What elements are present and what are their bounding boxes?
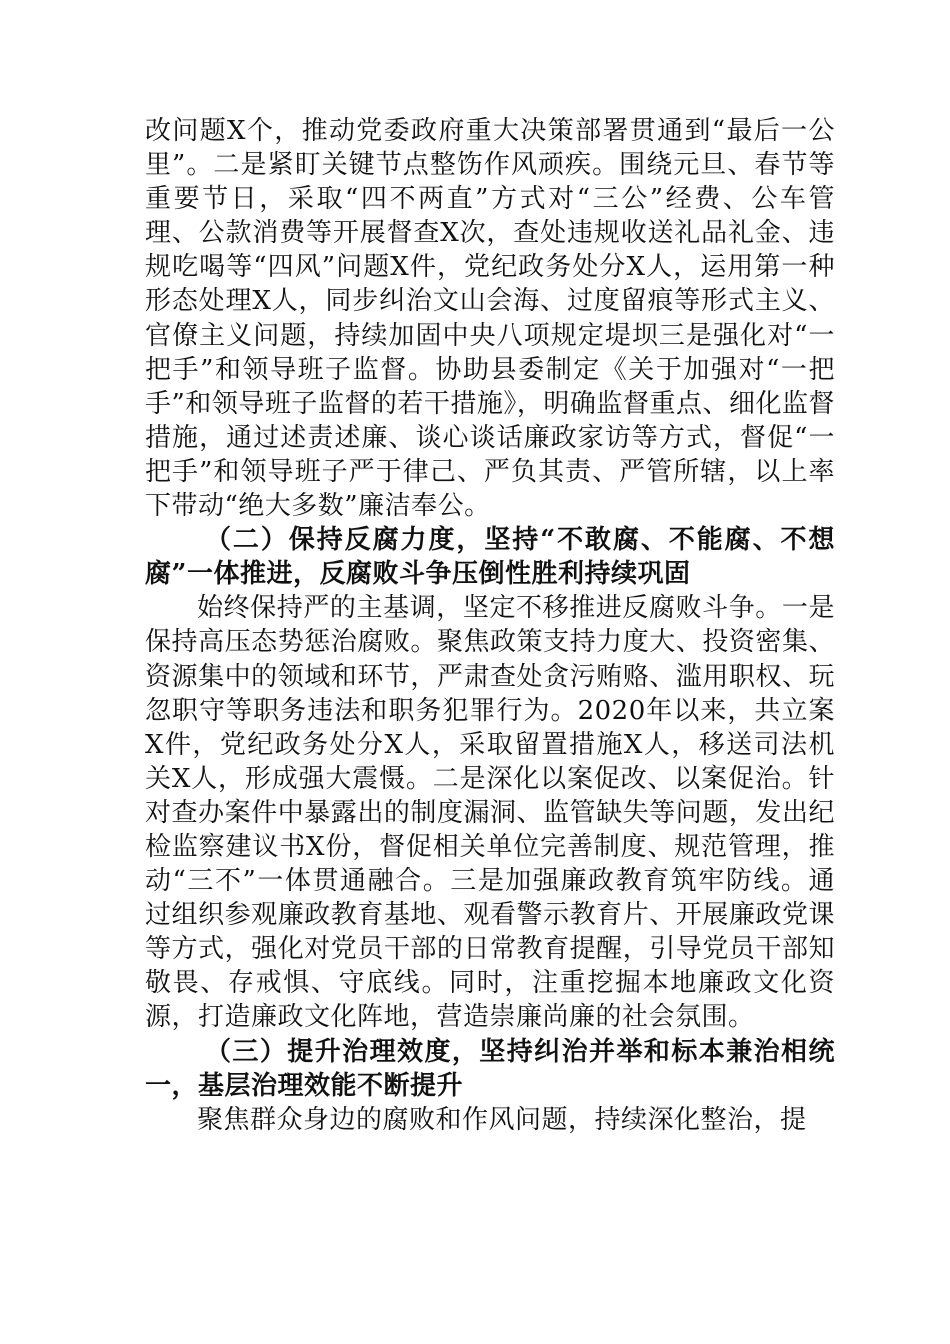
document-body [145, 114, 835, 1137]
body-paragraph-continued: 改问题X个，推动党委政府重大决策部署贯通到“最后一公里”。二是紧盯关键节点整饬作风顽疾。围绕元旦、春节等重要节日，采取“四不两直”方式对“三公”经费、公车管理、公款消费等开展督查X次，查处违规收送礼品礼金、违规吃喝等“四风”问题X件，党纪政务处分X人，运用第一种形态处理X人，同步纠治文山会海、过度留痕等形式主义、官僚主义问题，持续加固中央八项规定堤坝三是强化对“一把手”和领导班子监督。协助县委制定《关于加强对“一把手”和领导班子监督的若干措施》，明确监督重点、细化监督措施，通过述责述廉、谈心谈话廉政家访等方式，督促“一把手”和领导班子严于律己、严负其责、严管所辖，以上率下带动“绝大多数”廉洁奉公。 [145, 116, 835, 522]
body-paragraph: 始终保持严的主基调，坚定不移推进反腐败斗争。一是保持高压态势惩治腐败。聚焦政策支持力度大、投资密集、资源集中的领域和环节，严肃查处贪污贿赂、滥用职权、玩忽职守等职务违法和职务犯罪行为。2020年以来，共立案X件，党纪政务处分X人，采取留置措施X人，移送司法机关X人，形成强大震慑。二是深化以案促改、以案促治。针对查办案件中暴露出的制度漏洞、监管缺失等问题，发出纪检监察建议书X份，督促相关单位完善制度、规范管理，推动“三不”一体贯通融合。三是加强廉政教育筑牢防线。通过组织参观廉政教育基地、观看警示教育片、开展廉政党课等方式，强化对党员干部的日常教育提醒，引导党员干部知敬畏、存戒惧、守底线。同时，注重挖掘本地廉政文化资源，打造廉政文化阵地，营造崇廉尚廉的社会氛围。 [145, 593, 835, 1033]
section-heading-2: （二）保持反腐力度，坚持“不敢腐、不能腐、不想腐”一体推进，反腐败斗争压倒性胜利持续巩固 [145, 525, 835, 590]
section-heading-3: （三）提升治理效度，坚持纠治并举和标本兼治相统一，基层治理效能不断提升 [145, 1036, 835, 1101]
body-paragraph: 聚焦群众身边的腐败和作风问题，持续深化整治，提 [197, 1104, 807, 1135]
